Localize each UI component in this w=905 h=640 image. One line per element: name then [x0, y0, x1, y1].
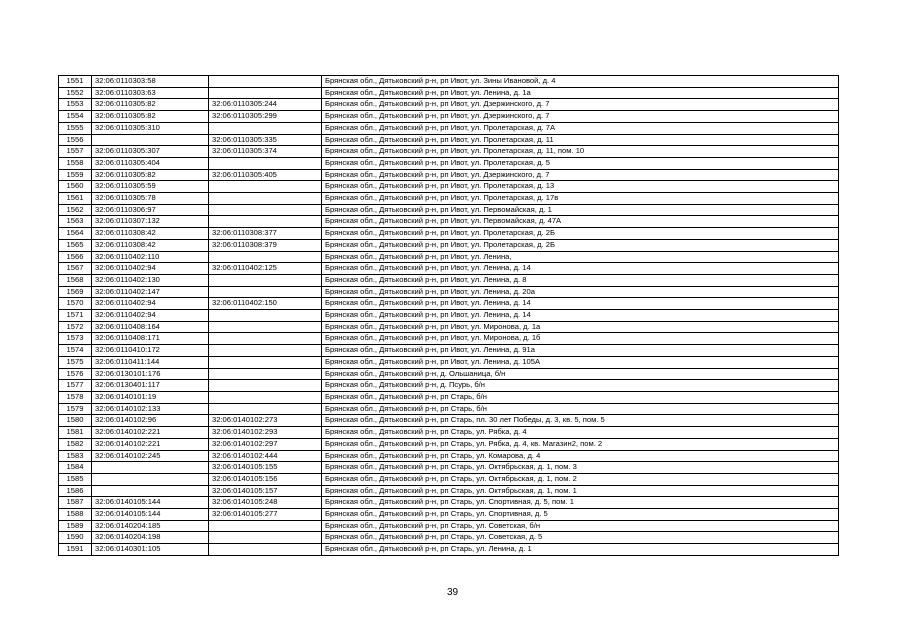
address-cell: Брянская обл., Дятьковский р-н, рп Ивот, ул. Зины Ивановой, д. 4: [322, 76, 839, 88]
table-row: [59, 310, 839, 322]
object-cadastral-number-cell: [209, 157, 322, 169]
row-number-cell: 1590: [59, 532, 92, 544]
address-cell: Брянская обл., Дятьковский р-н, рп Ивот, ул. Дзержинского, д. 7: [322, 111, 839, 123]
table-row: [59, 134, 839, 146]
address-cell: Брянская обл., Дятьковский р-н, рп Ивот, ул. Первомайская, д. 1: [322, 204, 839, 216]
row-number-cell: 1568: [59, 274, 92, 286]
row-number-cell: 1572: [59, 321, 92, 333]
cadastral-number-cell: 32:06:0110303:58: [92, 76, 209, 88]
table-row: [59, 251, 839, 263]
row-number-cell: 1587: [59, 497, 92, 509]
address-cell: Брянская обл., Дятьковский р-н, рп Ивот, ул. Пролетарская, д. 11: [322, 134, 839, 146]
object-cadastral-number-cell: [209, 193, 322, 205]
address-cell: Брянская обл., Дятьковский р-н, рп Ивот, ул. Пролетарская, д. 13: [322, 181, 839, 193]
cadastral-number-cell: 32:06:0140204:185: [92, 520, 209, 532]
cadastral-number-cell: 32:06:0110402:147: [92, 286, 209, 298]
address-cell: Брянская обл., Дятьковский р-н, рп Старь, б/н: [322, 391, 839, 403]
row-number-cell: 1565: [59, 239, 92, 251]
object-cadastral-number-cell: [209, 310, 322, 322]
object-cadastral-number-cell: 32:06:0110305:335: [209, 134, 322, 146]
table-row: [59, 427, 839, 439]
address-cell: Брянская обл., Дятьковский р-н, рп Ивот, ул. Ленина, д. 20а: [322, 286, 839, 298]
cadastral-number-cell: 32:06:0140101:19: [92, 391, 209, 403]
address-cell: Брянская обл., Дятьковский р-н, рп Ивот, ул. Пролетарская, д. 2Б: [322, 239, 839, 251]
row-number-cell: 1564: [59, 228, 92, 240]
address-cell: Брянская обл., Дятьковский р-н, рп Старь, ул. Комарова, д. 4: [322, 450, 839, 462]
row-number-cell: 1558: [59, 157, 92, 169]
row-number-cell: 1581: [59, 427, 92, 439]
table-row: [59, 321, 839, 333]
object-cadastral-number-cell: [209, 345, 322, 357]
address-cell: Брянская обл., Дятьковский р-н, рп Старь, ул. Советская, д. 5: [322, 532, 839, 544]
registry-table: [58, 75, 839, 556]
row-number-cell: 1578: [59, 391, 92, 403]
address-cell: Брянская обл., Дятьковский р-н, рп Ивот, ул. Ленина,: [322, 251, 839, 263]
object-cadastral-number-cell: 32:06:0140102:297: [209, 438, 322, 450]
table-row: [59, 462, 839, 474]
address-cell: Брянская обл., Дятьковский р-н, рп Ивот, ул. Пролетарская, д. 2Б: [322, 228, 839, 240]
table-row: [59, 122, 839, 134]
registry-table-body: [59, 76, 839, 556]
table-row: [59, 403, 839, 415]
row-number-cell: 1582: [59, 438, 92, 450]
row-number-cell: 1570: [59, 298, 92, 310]
object-cadastral-number-cell: 32:06:0140102:293: [209, 427, 322, 439]
table-row: [59, 544, 839, 556]
table-row: [59, 146, 839, 158]
table-row: [59, 298, 839, 310]
row-number-cell: 1553: [59, 99, 92, 111]
cadastral-number-cell: 32:06:0140102:221: [92, 427, 209, 439]
object-cadastral-number-cell: 32:06:0140102:444: [209, 450, 322, 462]
cadastral-number-cell: [92, 462, 209, 474]
cadastral-number-cell: [92, 473, 209, 485]
table-row: [59, 239, 839, 251]
object-cadastral-number-cell: [209, 532, 322, 544]
cadastral-number-cell: 32:06:0140102:96: [92, 415, 209, 427]
table-row: [59, 263, 839, 275]
address-cell: Брянская обл., Дятьковский р-н, рп Ивот, ул. Ленина, д. 14: [322, 310, 839, 322]
row-number-cell: 1579: [59, 403, 92, 415]
address-cell: Брянская обл., Дятьковский р-н, рп Ивот, ул. Ленина, д. 14: [322, 263, 839, 275]
table-row: [59, 450, 839, 462]
page-number: 39: [446, 587, 459, 598]
cadastral-number-cell: 32:06:0130401:117: [92, 380, 209, 392]
table-row: [59, 368, 839, 380]
address-cell: Брянская обл., Дятьковский р-н, рп Старь, ул. Советская, б/н: [322, 520, 839, 532]
cadastral-number-cell: 32:06:0110307:132: [92, 216, 209, 228]
object-cadastral-number-cell: [209, 204, 322, 216]
address-cell: Брянская обл., Дятьковский р-н, д. Псурь, б/н: [322, 380, 839, 392]
row-number-cell: 1562: [59, 204, 92, 216]
row-number-cell: 1577: [59, 380, 92, 392]
table-row: [59, 216, 839, 228]
table-row: [59, 497, 839, 509]
cadastral-number-cell: 32:06:0110305:307: [92, 146, 209, 158]
cadastral-number-cell: 32:06:0110305:404: [92, 157, 209, 169]
address-cell: Брянская обл., Дятьковский р-н, рп Ивот, ул. Ленина, д. 105А: [322, 356, 839, 368]
table-row: [59, 532, 839, 544]
table-row: [59, 473, 839, 485]
object-cadastral-number-cell: 32:06:0110308:377: [209, 228, 322, 240]
object-cadastral-number-cell: 32:06:0110305:374: [209, 146, 322, 158]
cadastral-number-cell: 32:06:0110402:130: [92, 274, 209, 286]
table-row: [59, 99, 839, 111]
cadastral-number-cell: 32:06:0110305:59: [92, 181, 209, 193]
row-number-cell: 1563: [59, 216, 92, 228]
row-number-cell: 1586: [59, 485, 92, 497]
row-number-cell: 1552: [59, 87, 92, 99]
object-cadastral-number-cell: 32:06:0140102:273: [209, 415, 322, 427]
row-number-cell: 1566: [59, 251, 92, 263]
row-number-cell: 1571: [59, 310, 92, 322]
object-cadastral-number-cell: [209, 391, 322, 403]
row-number-cell: 1580: [59, 415, 92, 427]
table-row: [59, 415, 839, 427]
object-cadastral-number-cell: [209, 368, 322, 380]
address-cell: Брянская обл., Дятьковский р-н, рп Ивот, ул. Ленина, д. 14: [322, 298, 839, 310]
address-cell: Брянская обл., Дятьковский р-н, рп Старь, б/н: [322, 403, 839, 415]
object-cadastral-number-cell: 32:06:0110305:405: [209, 169, 322, 181]
address-cell: Брянская обл., Дятьковский р-н, рп Ивот, ул. Ленина, д. 8: [322, 274, 839, 286]
address-cell: Брянская обл., Дятьковский р-н, рп Старь, ул. Октябрьская, д. 1, пом. 1: [322, 485, 839, 497]
object-cadastral-number-cell: [209, 333, 322, 345]
cadastral-number-cell: 32:06:0140102:245: [92, 450, 209, 462]
row-number-cell: 1589: [59, 520, 92, 532]
address-cell: Брянская обл., Дятьковский р-н, рп Ивот, ул. Ленина, д. 91а: [322, 345, 839, 357]
cadastral-number-cell: 32:06:0110402:94: [92, 310, 209, 322]
table-row: [59, 204, 839, 216]
object-cadastral-number-cell: [209, 251, 322, 263]
row-number-cell: 1559: [59, 169, 92, 181]
table-row: [59, 509, 839, 521]
cadastral-number-cell: 32:06:0110305:78: [92, 193, 209, 205]
address-cell: Брянская обл., Дятьковский р-н, рп Ивот, ул. Пролетарская, д. 5: [322, 157, 839, 169]
row-number-cell: 1573: [59, 333, 92, 345]
object-cadastral-number-cell: [209, 520, 322, 532]
object-cadastral-number-cell: 32:06:0110305:299: [209, 111, 322, 123]
table-row: [59, 438, 839, 450]
address-cell: Брянская обл., Дятьковский р-н, рп Старь, ул. Рябка, д. 4, кв. Магазин2, пом. 2: [322, 438, 839, 450]
cadastral-number-cell: 32:06:0110308:42: [92, 239, 209, 251]
row-number-cell: 1576: [59, 368, 92, 380]
table-row: [59, 76, 839, 88]
row-number-cell: 1591: [59, 544, 92, 556]
object-cadastral-number-cell: 32:06:0140105:248: [209, 497, 322, 509]
object-cadastral-number-cell: 32:06:0140105:157: [209, 485, 322, 497]
cadastral-number-cell: 32:06:0140102:133: [92, 403, 209, 415]
object-cadastral-number-cell: 32:06:0140105:155: [209, 462, 322, 474]
address-cell: Брянская обл., Дятьковский р-н, рп Старь, пл. 30 лет Победы, д. 3, кв. 5, пом. 5: [322, 415, 839, 427]
row-number-cell: 1583: [59, 450, 92, 462]
cadastral-number-cell: 32:06:0110305:82: [92, 99, 209, 111]
object-cadastral-number-cell: [209, 321, 322, 333]
address-cell: Брянская обл., Дятьковский р-н, рп Ивот, ул. Дзержинского, д. 7: [322, 99, 839, 111]
address-cell: Брянская обл., Дятьковский р-н, рп Ивот, ул. Пролетарская, д. 11, пом. 10: [322, 146, 839, 158]
table-row: [59, 286, 839, 298]
object-cadastral-number-cell: 32:06:0110402:125: [209, 263, 322, 275]
row-number-cell: 1557: [59, 146, 92, 158]
object-cadastral-number-cell: [209, 356, 322, 368]
cadastral-number-cell: 32:06:0110305:82: [92, 169, 209, 181]
cadastral-number-cell: 32:06:0140204:198: [92, 532, 209, 544]
cadastral-number-cell: 32:06:0140105:144: [92, 497, 209, 509]
table-row: [59, 345, 839, 357]
cadastral-number-cell: 32:06:0130101:176: [92, 368, 209, 380]
object-cadastral-number-cell: [209, 544, 322, 556]
table-row: [59, 520, 839, 532]
address-cell: Брянская обл., Дятьковский р-н, рп Старь, ул. Рябка, д. 4: [322, 427, 839, 439]
object-cadastral-number-cell: 32:06:0140105:277: [209, 509, 322, 521]
address-cell: Брянская обл., Дятьковский р-н, д. Ольшаница, б/н: [322, 368, 839, 380]
table-row: [59, 228, 839, 240]
row-number-cell: 1560: [59, 181, 92, 193]
row-number-cell: 1556: [59, 134, 92, 146]
cadastral-number-cell: 32:06:0110402:110: [92, 251, 209, 263]
row-number-cell: 1554: [59, 111, 92, 123]
cadastral-number-cell: 32:06:0110308:42: [92, 228, 209, 240]
object-cadastral-number-cell: 32:06:0110402:150: [209, 298, 322, 310]
cadastral-number-cell: 32:06:0110408:164: [92, 321, 209, 333]
table-row: [59, 193, 839, 205]
cadastral-number-cell: 32:06:0110402:94: [92, 298, 209, 310]
row-number-cell: 1588: [59, 509, 92, 521]
table-row: [59, 181, 839, 193]
cadastral-number-cell: 32:06:0110402:94: [92, 263, 209, 275]
cadastral-number-cell: 32:06:0140301:105: [92, 544, 209, 556]
object-cadastral-number-cell: 32:06:0110308:379: [209, 239, 322, 251]
row-number-cell: 1574: [59, 345, 92, 357]
address-cell: Брянская обл., Дятьковский р-н, рп Старь, ул. Спортивная, д. 5: [322, 509, 839, 521]
table-row: [59, 274, 839, 286]
address-cell: Брянская обл., Дятьковский р-н, рп Ивот, ул. Пролетарская, д. 17в: [322, 193, 839, 205]
row-number-cell: 1567: [59, 263, 92, 275]
object-cadastral-number-cell: 32:06:0110305:244: [209, 99, 322, 111]
table-row: [59, 380, 839, 392]
cadastral-number-cell: 32:06:0110306:97: [92, 204, 209, 216]
address-cell: Брянская обл., Дятьковский р-н, рп Ивот, ул. Пролетарская, д. 7А: [322, 122, 839, 134]
row-number-cell: 1569: [59, 286, 92, 298]
address-cell: Брянская обл., Дятьковский р-н, рп Ивот, ул. Первомайская, д. 47А: [322, 216, 839, 228]
row-number-cell: 1561: [59, 193, 92, 205]
object-cadastral-number-cell: [209, 181, 322, 193]
object-cadastral-number-cell: [209, 87, 322, 99]
cadastral-number-cell: 32:06:0110408:171: [92, 333, 209, 345]
cadastral-number-cell: 32:06:0110305:82: [92, 111, 209, 123]
object-cadastral-number-cell: [209, 403, 322, 415]
row-number-cell: 1555: [59, 122, 92, 134]
row-number-cell: 1551: [59, 76, 92, 88]
table-row: [59, 157, 839, 169]
object-cadastral-number-cell: [209, 380, 322, 392]
table-row: [59, 111, 839, 123]
cadastral-number-cell: 32:06:0140102:221: [92, 438, 209, 450]
cadastral-number-cell: 32:06:0110410:172: [92, 345, 209, 357]
object-cadastral-number-cell: [209, 216, 322, 228]
cadastral-number-cell: [92, 134, 209, 146]
cadastral-number-cell: 32:06:0140105:144: [92, 509, 209, 521]
address-cell: Брянская обл., Дятьковский р-н, рп Ивот, ул. Ленина, д. 1а: [322, 87, 839, 99]
row-number-cell: 1584: [59, 462, 92, 474]
object-cadastral-number-cell: [209, 274, 322, 286]
object-cadastral-number-cell: [209, 122, 322, 134]
object-cadastral-number-cell: [209, 286, 322, 298]
address-cell: Брянская обл., Дятьковский р-н, рп Старь, ул. Октябрьская, д. 1, пом. 2: [322, 473, 839, 485]
address-cell: Брянская обл., Дятьковский р-н, рп Старь, ул. Ленина, д. 1: [322, 544, 839, 556]
table-row: [59, 169, 839, 181]
object-cadastral-number-cell: 32:06:0140105:156: [209, 473, 322, 485]
cadastral-number-cell: 32:06:0110303:63: [92, 87, 209, 99]
object-cadastral-number-cell: [209, 76, 322, 88]
address-cell: Брянская обл., Дятьковский р-н, рп Старь, ул. Спортивная, д. 5, пом. 1: [322, 497, 839, 509]
table-row: [59, 485, 839, 497]
table-row: [59, 356, 839, 368]
table-row: [59, 391, 839, 403]
table-row: [59, 87, 839, 99]
cadastral-number-cell: 32:06:0110411:144: [92, 356, 209, 368]
row-number-cell: 1575: [59, 356, 92, 368]
address-cell: Брянская обл., Дятьковский р-н, рп Ивот, ул. Дзержинского, д. 7: [322, 169, 839, 181]
cadastral-number-cell: 32:06:0110305:310: [92, 122, 209, 134]
row-number-cell: 1585: [59, 473, 92, 485]
address-cell: Брянская обл., Дятьковский р-н, рп Ивот, ул. Миронова, д. 1а: [322, 321, 839, 333]
table-row: [59, 333, 839, 345]
address-cell: Брянская обл., Дятьковский р-н, рп Ивот, ул. Миронова, д. 1б: [322, 333, 839, 345]
address-cell: Брянская обл., Дятьковский р-н, рп Старь, ул. Октябрьская, д. 1, пом. 3: [322, 462, 839, 474]
cadastral-number-cell: [92, 485, 209, 497]
